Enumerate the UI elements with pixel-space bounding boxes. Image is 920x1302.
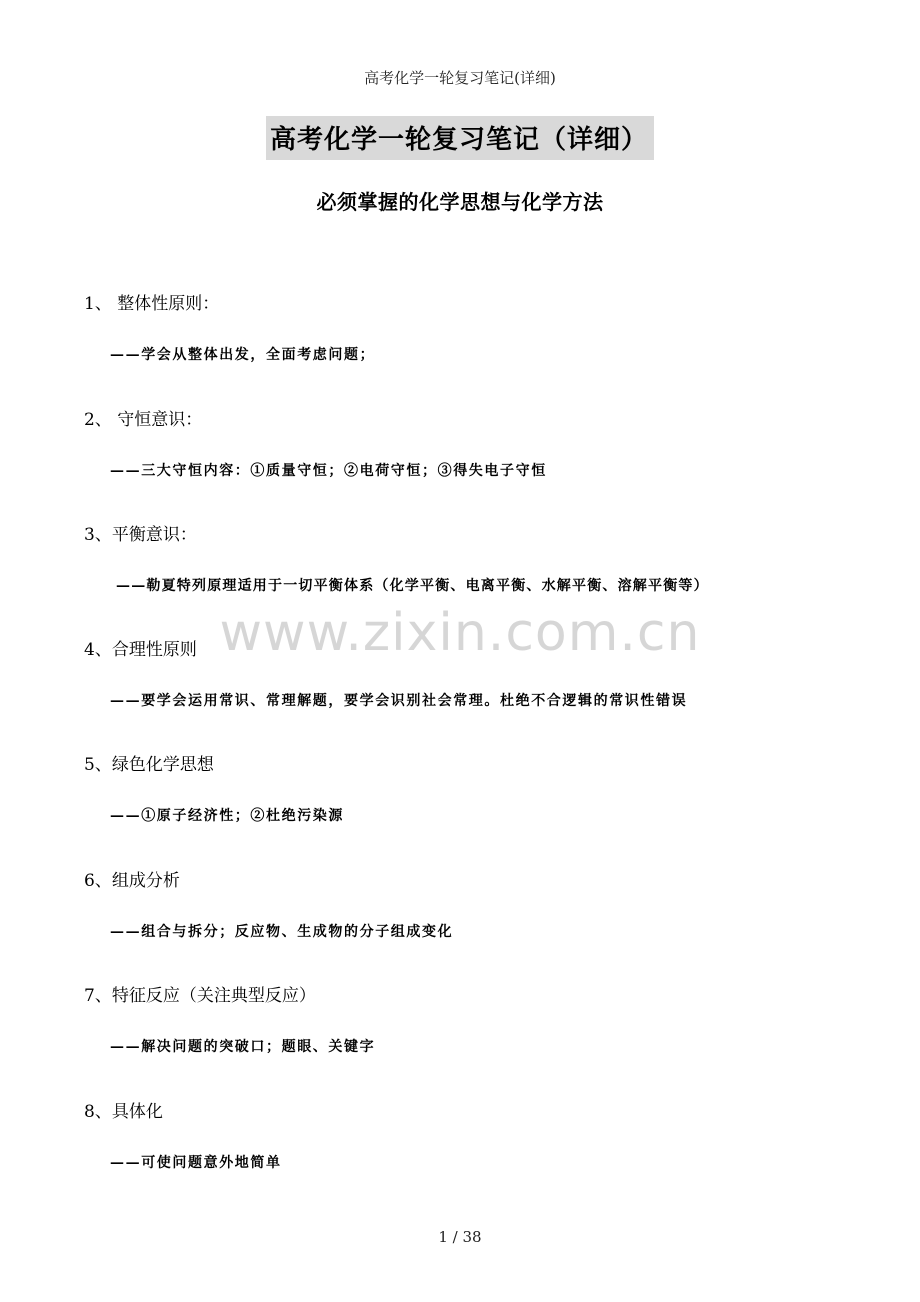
section-heading: [84, 289, 884, 314]
section-item-7: [84, 981, 884, 1055]
section-title: 具体化: [111, 1102, 163, 1122]
section-item-8: [84, 1097, 884, 1171]
section-title: 组成分析: [111, 871, 180, 891]
section-number: 5、: [84, 755, 112, 775]
section-description: ——学会从整体出发，全面考虑问题；: [110, 347, 376, 363]
section-heading: [84, 405, 884, 430]
section-item-3: [84, 520, 884, 594]
section-description: ——解决问题的突破口；题眼、关键字: [110, 1039, 376, 1055]
section-number: 8、: [84, 1102, 112, 1122]
running-header: 高考化学一轮复习笔记(详细): [364, 69, 556, 87]
title-block: [0, 116, 920, 160]
document-title: 高考化学一轮复习笔记（详细）: [266, 116, 654, 160]
section-heading: [84, 981, 884, 1006]
section-item-5: [84, 750, 884, 824]
section-heading: [84, 635, 884, 660]
section-item-6: [84, 866, 884, 940]
section-number: 1、: [84, 294, 112, 314]
section-title: 平衡意识：: [111, 525, 197, 545]
page-indicator: 1 / 38: [438, 1228, 482, 1246]
section-number: 6、: [84, 871, 112, 891]
section-heading: [84, 750, 884, 775]
section-description: ——三大守恒内容：①质量守恒；②电荷守恒；③得失电子守恒: [110, 463, 547, 479]
section-description: ——组合与拆分；反应物、生成物的分子组成变化: [110, 924, 454, 940]
section-title: 守恒意识：: [111, 410, 203, 430]
section-heading: [84, 866, 884, 891]
section-number: 4、: [84, 640, 112, 660]
section-description: ——①原子经济性；②杜绝污染源: [110, 808, 344, 824]
section-description: ——要学会运用常识、常理解题，要学会识别社会常理。杜绝不合逻辑的常识性错误: [110, 693, 688, 709]
section-title: 特征反应（关注典型反应）: [111, 986, 316, 1006]
section-description: ——可使问题意外地简单: [110, 1155, 282, 1171]
section-item-1: [84, 289, 884, 363]
section-title: 绿色化学思想: [111, 755, 214, 775]
section-heading: [84, 1097, 884, 1122]
watermark: www.zixin.com.cn: [219, 603, 701, 663]
section-title: 合理性原则: [111, 640, 197, 660]
section-number: 2、: [84, 410, 112, 430]
section-item-4: [84, 635, 884, 709]
document-subtitle: 必须掌握的化学思想与化学方法: [316, 190, 604, 214]
section-item-2: [84, 405, 884, 479]
section-heading: [84, 520, 884, 545]
section-number: 3、: [84, 525, 112, 545]
section-title: 整体性原则：: [111, 294, 220, 314]
section-description: ——勒夏特列原理适用于一切平衡体系（化学平衡、电离平衡、水解平衡、溶解平衡等）: [116, 578, 709, 594]
section-number: 7、: [84, 986, 112, 1006]
